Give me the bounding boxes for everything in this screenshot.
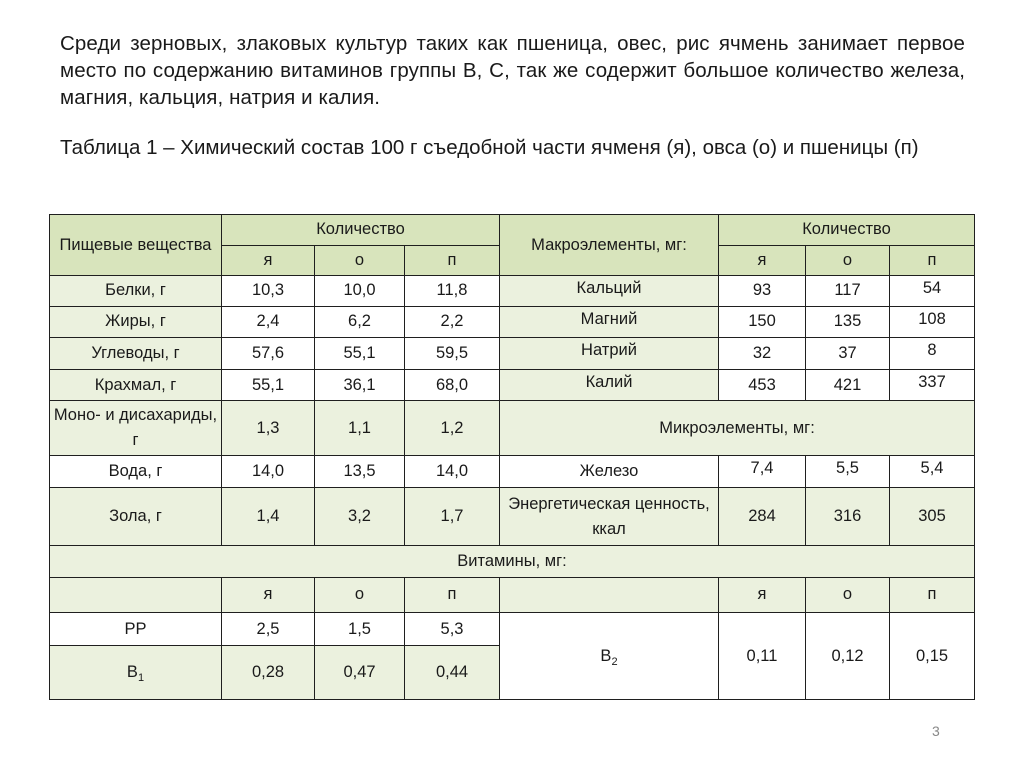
col-oats: о bbox=[315, 245, 405, 276]
energy-label: Энергетическая ценность, ккал bbox=[500, 488, 719, 546]
vitamin-b2-name: $B_2$ bbox=[500, 613, 719, 700]
value-barley: 14,0 bbox=[222, 456, 315, 488]
vit-col-barley-right: я bbox=[719, 577, 806, 613]
macro-value-oats: 135 bbox=[806, 306, 890, 338]
empty-cell bbox=[500, 577, 719, 613]
macro-value-oats: 117 bbox=[806, 276, 890, 307]
value-wheat: 14,0 bbox=[405, 456, 500, 488]
nutrient-name: Углеводы, г bbox=[50, 338, 222, 370]
table-row-vitamin-pp bbox=[50, 613, 975, 646]
col-barley-macro: я bbox=[719, 245, 806, 276]
header-nutrients: Пищевые вещества bbox=[50, 215, 222, 276]
value-barley: 10,3 bbox=[222, 276, 315, 307]
vit-col-wheat-right: п bbox=[890, 577, 975, 613]
value-oats: 6,2 bbox=[315, 306, 405, 338]
vit-col-oats: о bbox=[315, 577, 405, 613]
macro-value-wheat: 8 bbox=[890, 338, 975, 370]
micro-value-wheat: 5,4 bbox=[890, 456, 975, 488]
nutrient-name: Моно- и дисахариды, г bbox=[50, 401, 222, 456]
col-wheat-macro: п bbox=[890, 245, 975, 276]
energy-value-oats: 316 bbox=[806, 488, 890, 546]
value-oats: 13,5 bbox=[315, 456, 405, 488]
col-oats-macro: о bbox=[806, 245, 890, 276]
nutrient-name: Жиры, г bbox=[50, 306, 222, 338]
value-oats: 1,1 bbox=[315, 401, 405, 456]
intro-paragraph: Среди зерновых, злаковых культур таких как пшеница, овес, рис ячмень занимает первое место по содержанию витаминов группы В, С, так же содержит большое количество железа, магния, кальция, натрия и калия. bbox=[60, 32, 965, 109]
header-quantity-right: Количество bbox=[719, 215, 975, 246]
macro-value-barley: 453 bbox=[719, 369, 806, 401]
vitamin-value-oats: 1,5 bbox=[315, 613, 405, 646]
macro-name: Магний bbox=[500, 306, 719, 338]
microelements-header: Микроэлементы, мг: bbox=[500, 401, 975, 456]
vit-col-barley: я bbox=[222, 577, 315, 613]
macro-value-wheat: 337 bbox=[890, 369, 975, 401]
table-row-carbohydrates bbox=[50, 338, 975, 370]
value-barley: 2,4 bbox=[222, 306, 315, 338]
table-row-sugars bbox=[50, 401, 975, 456]
nutrient-name: Белки, г bbox=[50, 276, 222, 307]
value-wheat: 1,2 bbox=[405, 401, 500, 456]
composition-table bbox=[49, 214, 975, 700]
macro-value-barley: 32 bbox=[719, 338, 806, 370]
value-wheat: 1,7 bbox=[405, 488, 500, 546]
macro-name: Калий bbox=[500, 369, 719, 401]
header-macroelements: Макроэлементы, мг: bbox=[500, 215, 719, 276]
vitamin-b2-barley: 0,11 bbox=[719, 613, 806, 700]
vit-col-wheat: п bbox=[405, 577, 500, 613]
header-quantity-left: Количество bbox=[222, 215, 500, 246]
value-wheat: 68,0 bbox=[405, 369, 500, 401]
energy-value-barley: 284 bbox=[719, 488, 806, 546]
value-wheat: 11,8 bbox=[405, 276, 500, 307]
vitamin-b1-barley: 0,28 bbox=[222, 645, 315, 699]
vitamin-b2-wheat: 0,15 bbox=[890, 613, 975, 700]
macro-name: Кальций bbox=[500, 276, 719, 307]
vitamins-columns-row bbox=[50, 577, 975, 613]
value-barley: 55,1 bbox=[222, 369, 315, 401]
table-caption: Таблица 1 – Химический состав 100 г съедобной части ячменя (я), овса (о) и пшеницы (п) bbox=[60, 136, 919, 159]
empty-cell bbox=[50, 577, 222, 613]
micro-name: Железо bbox=[500, 456, 719, 488]
col-barley: я bbox=[222, 245, 315, 276]
macro-value-oats: 37 bbox=[806, 338, 890, 370]
page-number: 3 bbox=[932, 723, 940, 739]
value-oats: 10,0 bbox=[315, 276, 405, 307]
value-oats: 36,1 bbox=[315, 369, 405, 401]
vitamin-b1-name: $B_1$ bbox=[50, 645, 222, 699]
vitamin-b1-wheat: 0,44 bbox=[405, 645, 500, 699]
vitamin-value-wheat: 5,3 bbox=[405, 613, 500, 646]
macro-value-barley: 93 bbox=[719, 276, 806, 307]
value-barley: 1,4 bbox=[222, 488, 315, 546]
vitamins-header: Витамины, мг: bbox=[50, 546, 975, 578]
nutrient-name: Крахмал, г bbox=[50, 369, 222, 401]
value-oats: 55,1 bbox=[315, 338, 405, 370]
value-barley: 57,6 bbox=[222, 338, 315, 370]
energy-value-wheat: 305 bbox=[890, 488, 975, 546]
macro-value-wheat: 54 bbox=[890, 276, 975, 307]
micro-value-barley: 7,4 bbox=[719, 456, 806, 488]
value-wheat: 59,5 bbox=[405, 338, 500, 370]
macro-value-wheat: 108 bbox=[890, 306, 975, 338]
vit-col-oats-right: о bbox=[806, 577, 890, 613]
table-row-fats bbox=[50, 306, 975, 338]
nutrient-name: Зола, г bbox=[50, 488, 222, 546]
nutrient-name: Вода, г bbox=[50, 456, 222, 488]
macro-value-oats: 421 bbox=[806, 369, 890, 401]
value-wheat: 2,2 bbox=[405, 306, 500, 338]
macro-name: Натрий bbox=[500, 338, 719, 370]
macro-value-barley: 150 bbox=[719, 306, 806, 338]
table-row-ash bbox=[50, 488, 975, 546]
table-row-water bbox=[50, 456, 975, 488]
value-barley: 1,3 bbox=[222, 401, 315, 456]
table-row-starch bbox=[50, 369, 975, 401]
vitamin-b1-oats: 0,47 bbox=[315, 645, 405, 699]
vitamin-b2-oats: 0,12 bbox=[806, 613, 890, 700]
value-oats: 3,2 bbox=[315, 488, 405, 546]
table-row-proteins bbox=[50, 276, 975, 307]
vitamin-name: PP bbox=[50, 613, 222, 646]
vitamin-value-barley: 2,5 bbox=[222, 613, 315, 646]
col-wheat: п bbox=[405, 245, 500, 276]
micro-value-oats: 5,5 bbox=[806, 456, 890, 488]
